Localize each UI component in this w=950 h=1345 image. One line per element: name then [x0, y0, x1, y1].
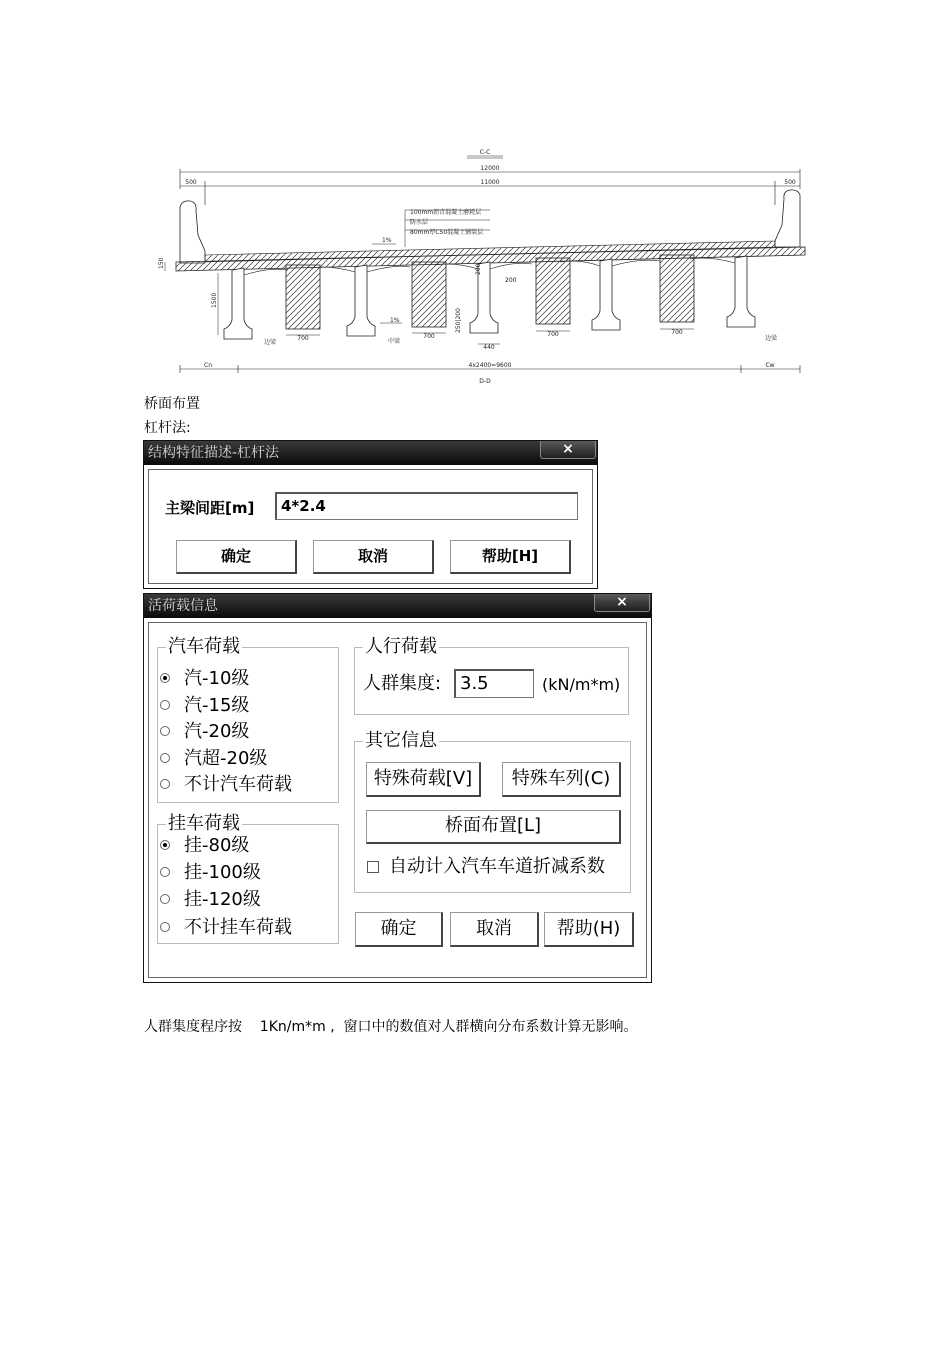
dim-total: 12000	[480, 165, 500, 172]
car-load-group	[157, 636, 339, 803]
live-load-dialog	[143, 593, 652, 983]
dim-200b: 200	[475, 263, 482, 275]
trailer-load-group	[157, 813, 339, 944]
label-edge-left: 边梁	[264, 339, 277, 346]
dim-700d: 700	[671, 329, 683, 336]
car-option-1[interactable]	[184, 668, 249, 690]
dim-200: 200	[505, 277, 517, 284]
structure-dialog-close-button[interactable]	[540, 441, 596, 459]
caption-deck-layout: 桥面布置	[144, 396, 200, 412]
ok-button[interactable]: 确定	[176, 540, 297, 574]
trailer-load-legend: 挂车荷载	[168, 813, 240, 834]
trailer-option-label: 挂-100级	[184, 862, 261, 883]
help-button[interactable]: 帮助[H]	[450, 540, 571, 574]
other-info-group	[354, 730, 631, 893]
dim-700c: 700	[547, 331, 559, 338]
radio-icon	[160, 922, 170, 932]
radio-icon	[160, 894, 170, 904]
special-train-button[interactable]: 特殊车列(C)	[502, 762, 621, 797]
dim-150: 150	[158, 257, 165, 269]
cancel-button[interactable]: 取消	[450, 912, 539, 947]
trailer-option-3[interactable]	[184, 889, 261, 911]
structure-dialog	[143, 440, 598, 589]
layer1-label: 100mm沥青混凝土磨耗层	[410, 209, 482, 216]
crowd-density-unit: (kN/m*m)	[542, 675, 621, 694]
trailer-option-2[interactable]	[184, 862, 261, 884]
layer2-label: 防水层	[410, 219, 429, 226]
auto-reduction-label: 自动计入汽车车道折减系数	[389, 856, 605, 877]
trailer-option-label: 挂-80级	[184, 835, 250, 856]
structure-dialog-title: 结构特征描述-杠杆法	[144, 441, 597, 465]
cancel-button[interactable]: 取消	[313, 540, 434, 574]
radio-icon	[160, 700, 170, 710]
dim-700a: 700	[297, 335, 309, 342]
bottom-left-label: Cn	[204, 362, 212, 369]
car-option-2[interactable]	[184, 695, 249, 717]
label-edge-right: 边梁	[765, 335, 778, 342]
car-option-3[interactable]	[184, 721, 249, 743]
checkbox-icon[interactable]	[367, 861, 379, 873]
deck-layout-button[interactable]: 桥面布置[L]	[366, 810, 621, 844]
close-icon: ×	[562, 441, 574, 457]
caption-lever-method: 杠杆法:	[144, 420, 191, 436]
girder-spacing-value: 4*2.4	[281, 497, 326, 515]
car-option-label: 汽-20级	[184, 721, 250, 742]
crowd-density-label: 人群集度:	[363, 673, 442, 694]
crowd-density-value: 3.5	[460, 673, 489, 694]
radio-selected-icon	[160, 673, 170, 683]
radio-selected-icon	[160, 840, 170, 850]
trailer-option-4[interactable]	[184, 917, 292, 939]
special-load-button[interactable]: 特殊荷载[V]	[366, 762, 481, 797]
dim-440: 440	[483, 344, 495, 351]
slope-left: 1%	[382, 237, 392, 244]
live-load-dialog-body	[148, 622, 647, 978]
trailer-option-label: 不计挂车荷载	[184, 917, 292, 938]
dim-left: 500	[185, 179, 197, 186]
footnote-text: 人群集度程序按 1Kn/m*m , 窗口中的数值对人群横向分布系数计算无影响。	[144, 1019, 638, 1035]
dim-700b: 700	[423, 333, 435, 340]
girder-spacing-label: 主梁间距[m]	[165, 499, 255, 517]
bottom-dim: 4x2400=9600	[468, 362, 512, 369]
auto-reduction-checkbox-row[interactable]	[367, 855, 637, 879]
dim-right: 500	[784, 179, 796, 186]
radio-icon	[160, 779, 170, 789]
bottom-right-label: Cw	[765, 362, 775, 369]
close-icon: ×	[616, 594, 628, 610]
structure-dialog-body	[148, 469, 593, 584]
trailer-option-1[interactable]	[184, 835, 249, 857]
trailer-option-label: 挂-120级	[184, 889, 261, 910]
car-option-5[interactable]	[184, 774, 292, 796]
car-option-label: 汽-10级	[184, 668, 250, 689]
radio-icon	[160, 726, 170, 736]
dim-1500: 1500	[211, 292, 218, 308]
other-info-legend: 其它信息	[365, 730, 437, 751]
slope-mid: 1%	[390, 317, 400, 324]
layer3-label: 80mm厚C50混凝土铺装层	[410, 229, 484, 236]
help-button[interactable]: 帮助(H)	[544, 912, 634, 947]
radio-icon	[160, 867, 170, 877]
car-option-label: 不计汽车荷载	[184, 774, 292, 795]
dim-mid: 11000	[480, 179, 500, 186]
car-option-label: 汽超-20级	[184, 748, 268, 769]
pedestrian-load-group	[354, 636, 629, 715]
crowd-density-input[interactable]	[454, 669, 534, 698]
car-load-legend: 汽车荷载	[168, 636, 240, 657]
drawing-title: C-C	[479, 149, 491, 156]
girder-spacing-input[interactable]	[275, 492, 578, 520]
radio-icon	[160, 753, 170, 763]
ok-button[interactable]: 确定	[355, 912, 443, 947]
label-middle: 中梁	[388, 338, 401, 345]
bridge-cross-section-drawing	[160, 145, 810, 385]
live-load-dialog-close-button[interactable]	[594, 594, 650, 612]
car-option-4[interactable]	[184, 748, 267, 770]
pedestrian-load-legend: 人行荷载	[365, 636, 437, 657]
section-label-dd: D-D	[479, 378, 491, 385]
dim-250: 250|200	[455, 308, 462, 333]
car-option-label: 汽-15级	[184, 695, 250, 716]
live-load-dialog-title: 活荷载信息	[144, 594, 651, 618]
